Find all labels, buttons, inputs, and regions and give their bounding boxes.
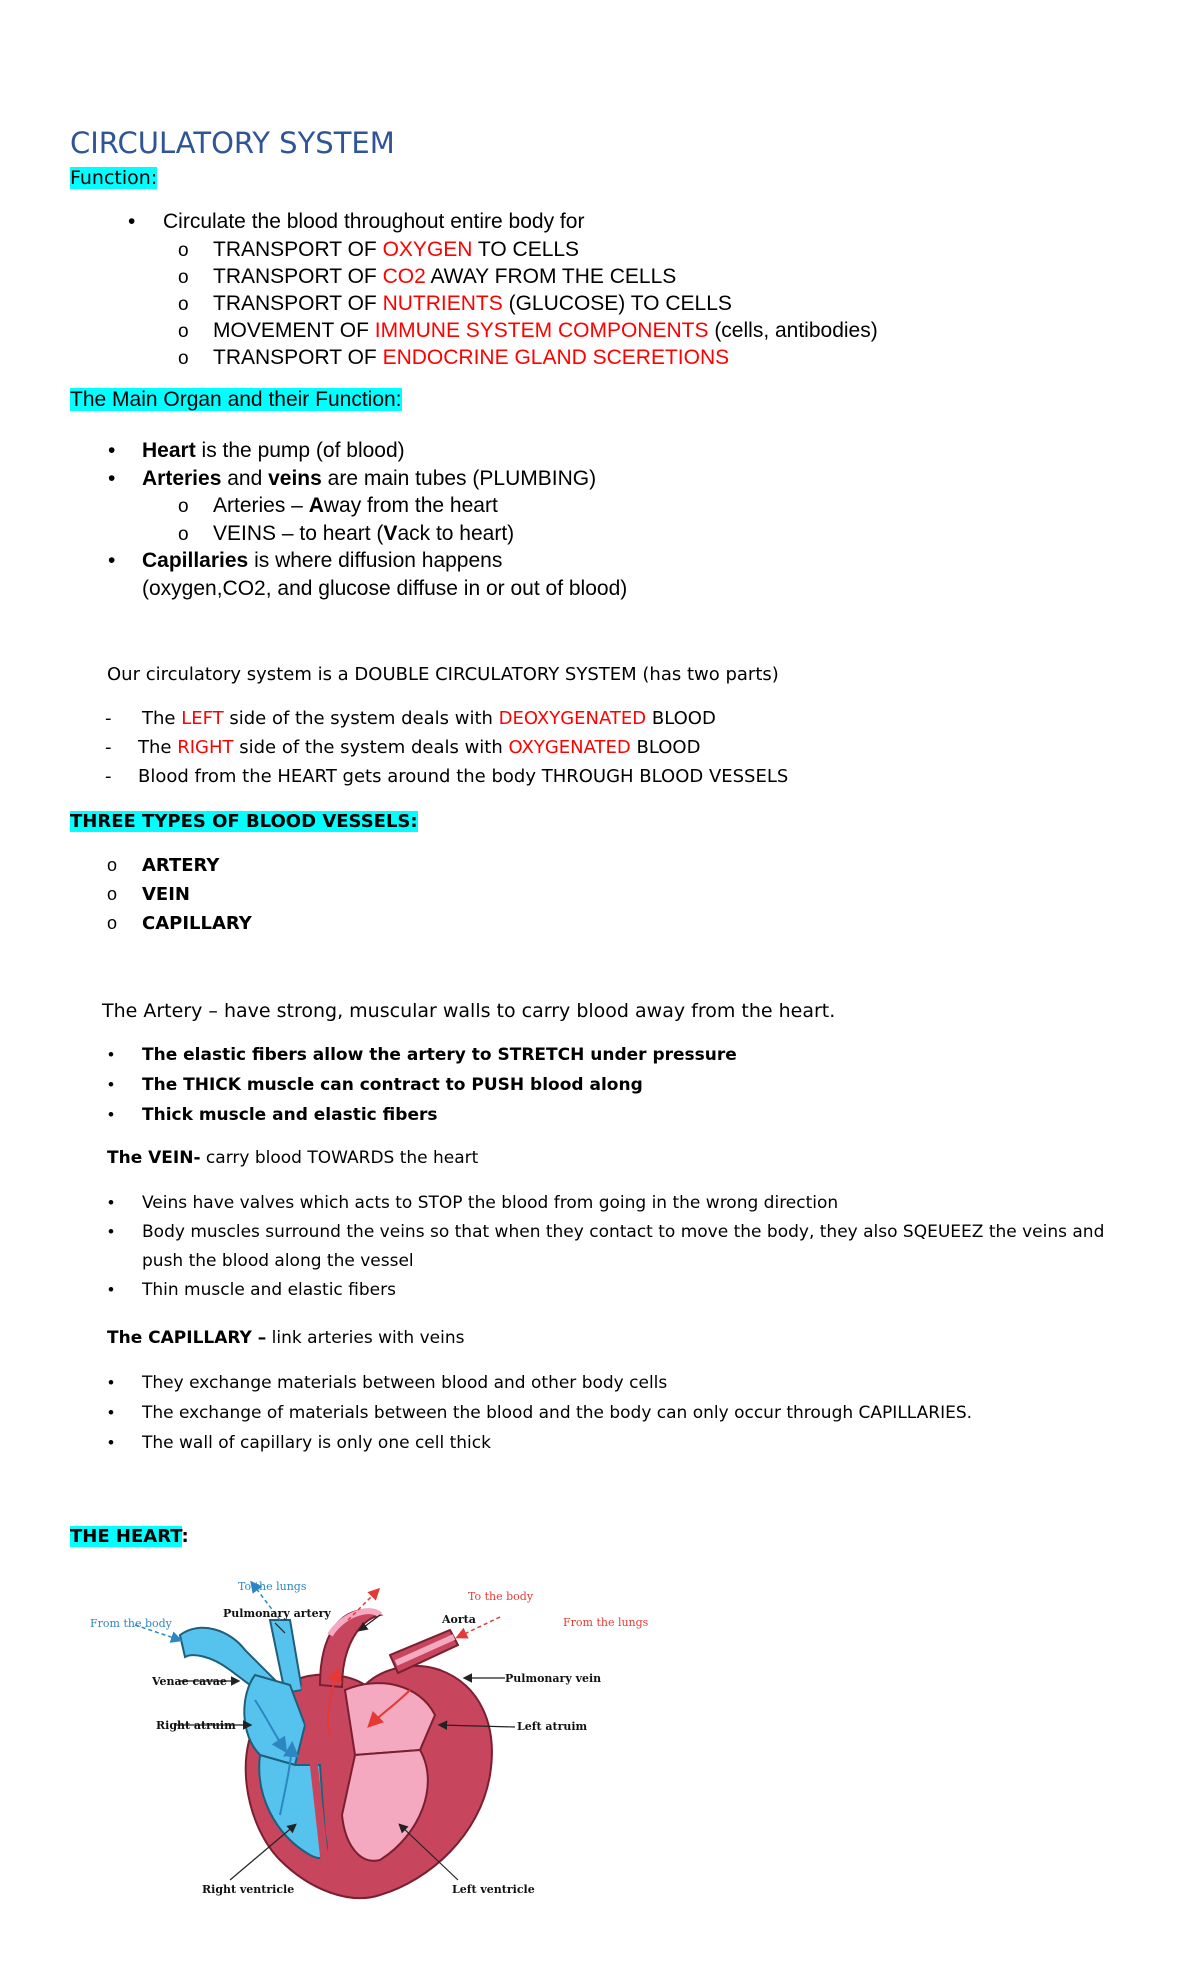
double-item-side: RIGHT [177,737,234,758]
vessels-heading: THREE TYPES OF BLOOD VESSELS: [70,811,418,832]
function-item-pre: TRANSPORT OF [213,346,383,369]
label-left-ventricle: Left ventricle [452,1883,535,1896]
label-from-body: From the body [90,1617,172,1630]
vein-point: Body muscles surround the veins so that when they contact to move the body, they also SQEUEEZ the veins and [142,1222,1105,1242]
label-right-ventricle: Right ventricle [202,1883,295,1896]
function-item-highlight: ENDOCRINE GLAND SCERETIONS [382,346,730,369]
function-intro: Circulate the blood throughout entire body for [163,210,585,233]
vessel-item: VEIN [142,884,190,905]
dash-bullet: - [105,737,112,758]
double-item-mid: side of the system deals with [223,708,499,729]
function-item [213,238,579,262]
bullet-dot: • [108,1105,114,1124]
double-item-post: BLOOD [646,708,716,729]
artery-heading: The Artery – have strong, muscular walls to carry blood away from the heart. [102,1000,836,1022]
circle-bullet: o [178,240,189,261]
double-item-pre: The [138,737,178,758]
bullet-dot: • [108,1222,114,1241]
label-to-lungs: To the lungs [238,1580,307,1593]
function-item-post: (cells, antibodies) [708,319,878,342]
function-item-highlight: IMMUNE SYSTEM COMPONENTS [374,319,709,342]
capillary-point: They exchange materials between blood and other body cells [142,1373,668,1393]
double-item-side: LEFT [181,708,224,729]
main-organ-heading: The Main Organ and their Function: [70,388,402,411]
label-right-atrium: Right atruim [156,1719,236,1732]
heart-heading: THE HEART: [70,1526,189,1547]
circle-bullet: o [178,267,189,288]
label-pulmonary-vein: Pulmonary vein [505,1672,602,1685]
capillary-point: The exchange of materials between the blood and the body can only occur through CAPILLARIES. [142,1403,973,1423]
circle-bullet: o [178,348,189,369]
label-aorta: Aorta [442,1613,476,1626]
capillaries-note: (oxygen,CO2, and glucose diffuse in or out of blood) [142,577,628,600]
function-item-pre: TRANSPORT OF [213,292,383,315]
double-item-pre: Blood from the HEART gets around the body THROUGH BLOOD VESSELS [138,766,789,787]
double-item-post: BLOOD [630,737,701,758]
function-item [213,346,729,370]
vein-heading: The VEIN- carry blood TOWARDS the heart [107,1148,479,1168]
label-to-body: To the body [468,1590,534,1603]
circle-bullet: o [178,294,189,315]
veins-back: VEINS – to heart (Vack to heart) [213,522,515,545]
function-item-highlight: NUTRIENTS [382,292,503,315]
dash-bullet: - [105,766,112,787]
bullet-dot: • [108,1193,114,1212]
organ-arteries-veins: Arteries and veins are main tubes (PLUMBING) [142,467,597,490]
arteries-away: Arteries – Away from the heart [213,494,498,517]
double-item-pre: The [142,708,182,729]
label-venae-cavae: Venae cavae [152,1675,227,1688]
bullet-dot: • [108,1433,114,1452]
vessel-item: ARTERY [142,855,220,876]
function-item-post: AWAY FROM THE CELLS [425,265,677,288]
bullet-dot: • [108,1373,114,1392]
double-item-mid: side of the system deals with [233,737,509,758]
heart-diagram [80,1575,680,1905]
dash-bullet: - [105,708,112,729]
capillary-heading: The CAPILLARY – link arteries with veins [107,1328,465,1348]
function-item-highlight: CO2 [382,265,426,288]
bullet-dot: • [108,1280,114,1299]
function-item-pre: MOVEMENT OF [213,319,375,342]
function-item-highlight: OXYGEN [382,238,473,261]
circle-bullet: o [107,855,118,875]
circle-bullet: o [178,524,189,545]
vein-point: push the blood along the vessel [142,1251,414,1271]
bullet-dot: • [128,210,136,233]
double-item [142,708,716,729]
bullet-dot: • [108,1403,114,1422]
bullet-dot: • [108,439,116,462]
function-item [213,265,676,289]
function-item-pre: TRANSPORT OF [213,238,383,261]
function-item-pre: TRANSPORT OF [213,265,383,288]
label-from-lungs: From the lungs [563,1616,649,1629]
artery-point: Thick muscle and elastic fibers [142,1105,438,1125]
circle-bullet: o [178,496,189,517]
vein-point: Thin muscle and elastic fibers [142,1280,396,1300]
artery-point: The elastic fibers allow the artery to STRETCH under pressure [142,1045,737,1065]
circle-bullet: o [107,913,118,933]
double-item [138,737,700,758]
function-item [213,292,732,316]
function-item-post: (GLUCOSE) TO CELLS [502,292,732,315]
label-pulmonary-artery: Pulmonary artery [223,1607,331,1620]
bullet-dot: • [108,1075,114,1094]
double-intro: Our circulatory system is a DOUBLE CIRCULATORY SYSTEM (has two parts) [107,664,779,685]
organ-capillaries: Capillaries is where diffusion happens [142,549,503,572]
vessel-item: CAPILLARY [142,913,252,934]
double-item [138,766,788,787]
organ-heart: Heart is the pump (of blood) [142,439,405,462]
function-item-post: TO CELLS [472,238,580,261]
function-label: Function: [70,167,158,189]
page-title: CIRCULATORY SYSTEM [70,126,395,160]
vein-point: Veins have valves which acts to STOP the blood from going in the wrong direction [142,1193,839,1213]
bullet-dot: • [108,467,116,490]
circle-bullet: o [107,884,118,904]
label-left-atrium: Left atruim [517,1720,588,1733]
bullet-dot: • [108,1045,114,1064]
artery-point: The THICK muscle can contract to PUSH blood along [142,1075,643,1095]
circle-bullet: o [178,321,189,342]
double-item-blood-type: OXYGENATED [508,737,631,758]
bullet-dot: • [108,549,116,572]
double-item-blood-type: DEOXYGENATED [498,708,647,729]
function-item [213,319,878,343]
capillary-point: The wall of capillary is only one cell thick [142,1433,491,1453]
